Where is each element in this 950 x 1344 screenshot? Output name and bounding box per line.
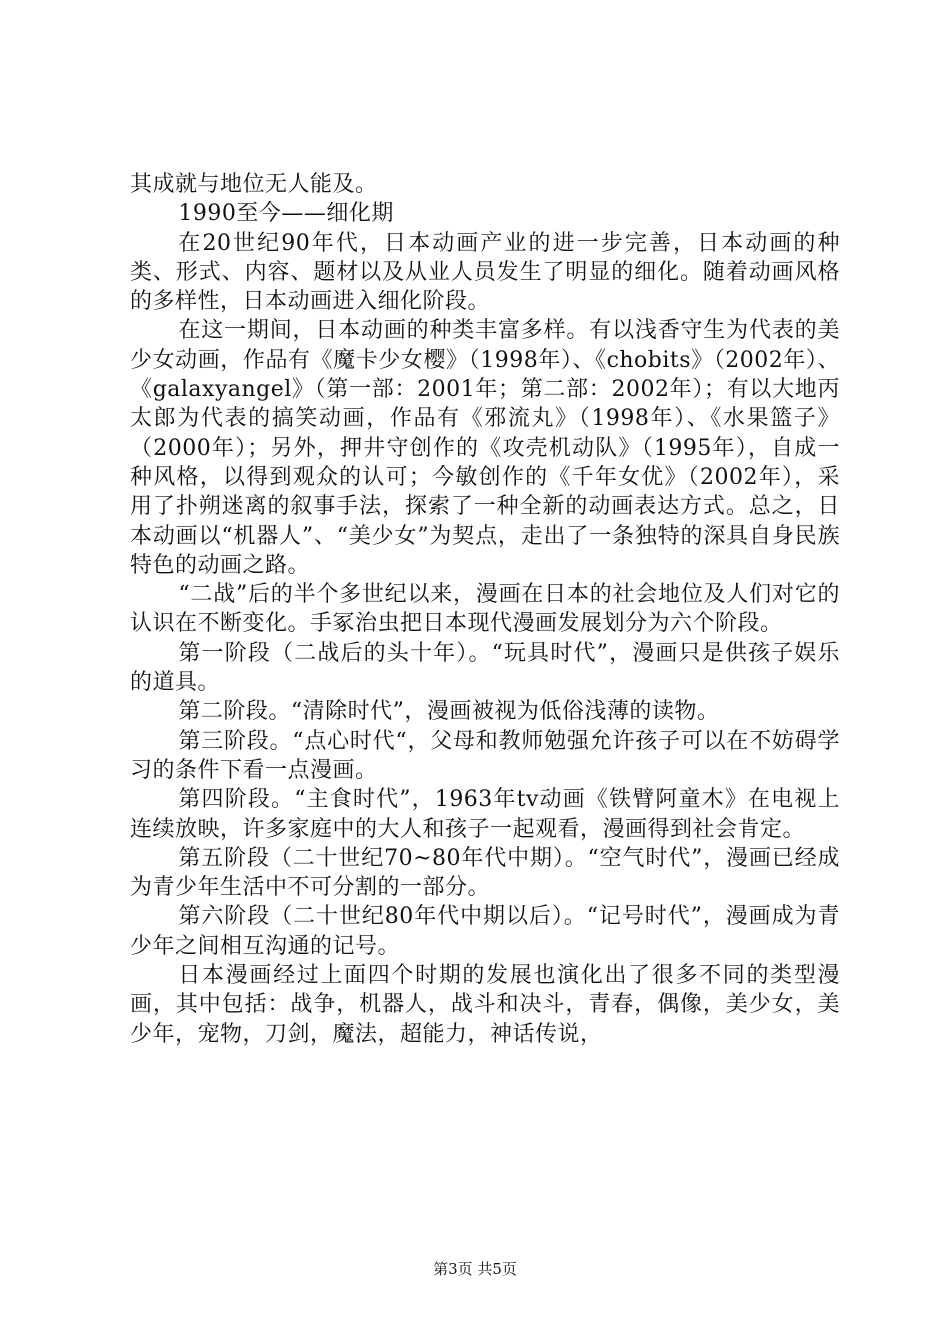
paragraph: “二战”后的半个多世纪以来，漫画在日本的社会地位及人们对它的认识在不断变化。手冢治虫把日本现代漫画发展划分为六个阶段。 bbox=[130, 582, 840, 637]
paragraph: 第三阶段。“点心时代“，父母和教师勉强允许孩子可以在不妨碍学习的条件下看一点漫画。 bbox=[130, 728, 840, 783]
paragraph: 在20世纪90年代，日本动画产业的进一步完善，日本动画的种类、形式、内容、题材以及从业人员发生了明显的细化。随着动画风格的多样性，日本动画进入细化阶段。 bbox=[130, 230, 840, 315]
paragraph: 第五阶段（二十世纪70~80年代中期）。“空气时代”，漫画已经成为青少年生活中不可分割的一部分。 bbox=[130, 845, 840, 901]
paragraph: 第一阶段（二战后的头十年）。“玩具时代”，漫画只是供孩子娱乐的道具。 bbox=[130, 640, 840, 696]
page-footer: 第3页 共5页 bbox=[433, 1260, 517, 1278]
section-heading: 1990至今——细化期 bbox=[178, 201, 394, 227]
paragraph-continuation: 其成就与地位无人能及。 bbox=[130, 172, 378, 197]
paragraph: 日本漫画经过上面四个时期的发展也演化出了很多不同的类型漫画，其中包括：战争，机器人，战斗和决斗，青春，偶像，美少女，美少年，宠物，刀剑，魔法，超能力，神话传说， bbox=[130, 963, 840, 1047]
body-text bbox=[130, 170, 840, 1049]
paragraph: 第六阶段（二十世纪80年代中期以后）。“记号时代”，漫画成为青少年之间相互沟通的记号。 bbox=[130, 904, 840, 959]
paragraph: 在这一期间，日本动画的种类丰富多样。有以浅香守生为代表的美少女动画，作品有《魔卡少女樱》（1998年）、《chobits》（2002年）、《galaxyangel》（第一部：2001年；第二部：2002年）；有以大地丙太郎为代表的搞笑动画，作品有《邪流丸》（1998年）、《水果篮子》（2000年）；另外，押井守创作的《攻壳机动队》（1995年），自成一种风格，以得到观众的认可；今敏创作的《千年女优》（2002年），采用了扑朔迷离的叙事手法，探索了一种全新的动画表达方式。总之，日本动画以“机器人”、“美少女”为契点，走出了一条独特的深具自身民族特色的动画之路。 bbox=[130, 318, 840, 578]
paragraph: 第二阶段。“清除时代”，漫画被视为低俗浅薄的读物。 bbox=[178, 699, 720, 725]
paragraph: 第四阶段。“主食时代”，1963年tv动画《铁臂阿童木》在电视上连续放映，许多家庭中的大人和孩子一起观看，漫画得到社会肯定。 bbox=[130, 787, 840, 842]
